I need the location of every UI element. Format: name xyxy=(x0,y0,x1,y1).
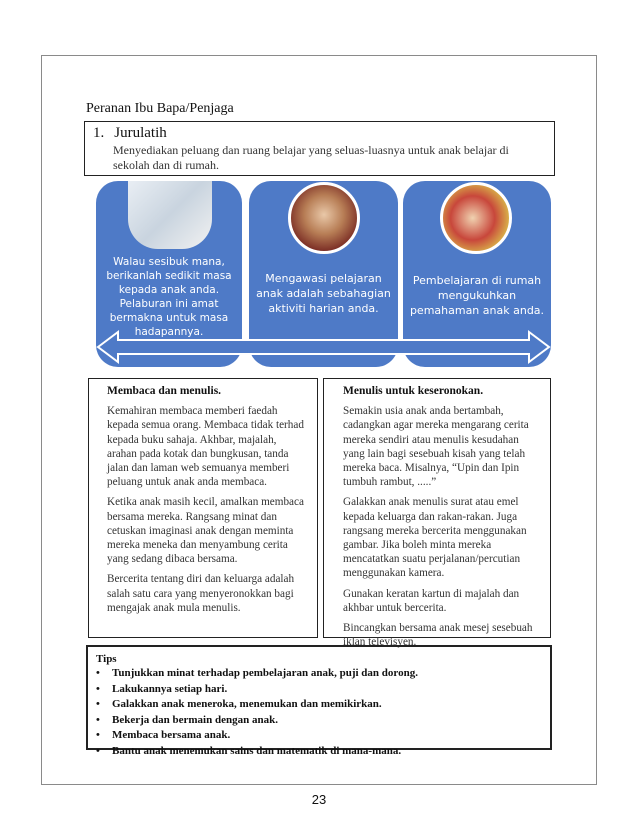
paragraph: Bercerita tentang diri dan keluarga adalah salah satu cara yang menyeronokkan bagi mengajak anak mula menulis. xyxy=(107,573,295,614)
list-item xyxy=(96,713,544,729)
photo-parent-child xyxy=(288,182,360,254)
paragraph: Gunakan keratan kartun di majalah dan akhbar untuk bercerita. xyxy=(343,587,520,614)
bullet-icon: • xyxy=(96,667,100,679)
paragraph: Bincangkan bersama anak mesej sesebuah iklan televisyen. xyxy=(343,622,533,649)
list-item xyxy=(96,666,544,682)
list-item xyxy=(96,682,544,698)
intro-heading xyxy=(93,125,546,142)
column-heading: Menulis untuk keseronokan. xyxy=(343,385,484,397)
list-item xyxy=(96,697,544,713)
tips-title: Tips xyxy=(96,653,117,665)
bullet-icon: • xyxy=(96,744,100,757)
intro-text: Menyediakan peluang dan ruang belajar yang seluas-luasnya untuk anak belajar di sekolah dan di rumah. xyxy=(113,143,509,172)
bullet-icon: • xyxy=(96,698,100,710)
list-item xyxy=(96,744,544,760)
tip-text: Tunjukkan minat terhadap pembelajaran anak, puji dan dorong. xyxy=(112,667,418,679)
bullet-icon: • xyxy=(96,713,100,726)
paragraph: Semakin usia anak anda bertambah, cadangkan agar mereka mengarang cerita mereka sendiri atau menulis kesudahan yang lain bagi sesebuah kisah yang telah mereka baca. Misalnya, “Upin dan Ipin tumbuh rambut, .....” xyxy=(343,405,529,489)
double-arrow-icon xyxy=(96,330,551,364)
tip-text: Bantu anak menemukan sains dan matematik di mana-mana. xyxy=(112,744,402,757)
photo-child-computer xyxy=(128,181,212,249)
paragraph: Ketika anak masih kecil, amalkan membaca bersama mereka. Rangsang minat dan cetuskan imaginasi anak dengan meminta mereka meneka dan menyambung cerita yang sedang dibaca bersama. xyxy=(107,496,304,566)
photo-children-playing xyxy=(440,182,512,254)
card-text: Mengawasi pelajaran anak adalah sebahagian aktiviti harian anda. xyxy=(256,272,391,315)
page-number: 23 xyxy=(311,792,327,807)
reading-writing-box xyxy=(88,378,318,638)
bullet-icon: • xyxy=(96,729,100,741)
section-title: Peranan Ibu Bapa/Penjaga xyxy=(86,101,234,116)
tips-box xyxy=(86,645,552,757)
card-text: Walau sesibuk mana, berikanlah sedikit masa kepada anak anda. Pelaburan ini amat bermakna untuk masa hadapannya. xyxy=(106,256,232,338)
intro-number: 1. xyxy=(93,125,105,141)
card-text: Pembelajaran di rumah mengukuhkan pemahaman anak anda. xyxy=(409,274,545,317)
intro-box xyxy=(84,121,555,176)
tip-text: Bekerja dan bermain dengan anak. xyxy=(112,713,278,726)
intro-heading-text: Jurulatih xyxy=(114,125,167,141)
tip-text: Galakkan anak meneroka, menemukan dan memikirkan. xyxy=(112,698,382,710)
paragraph: Kemahiran membaca memberi faedah kepada semua orang. Membaca tidak terhad kepada buku sahaja. Akhbar, majalah, arahan pada kotak dan bungkusan, tanda jalan dan laman web semuanya memberi peluang untuk anak anda membaca. xyxy=(107,405,304,489)
list-item xyxy=(96,728,544,744)
paragraph: Galakkan anak menulis surat atau emel kepada keluarga dan rakan-rakan. Juga rangsang mereka bercerita menggunakan gambar. Jika boleh minta mereka mencatatkan suatu perjalanan/percutian menggunakan kamera. xyxy=(343,496,527,580)
writing-for-fun-box xyxy=(323,378,551,649)
tip-text: Membaca bersama anak. xyxy=(112,729,231,741)
tips-list xyxy=(96,666,544,759)
tip-text: Lakukannya setiap hari. xyxy=(112,682,228,695)
column-heading: Membaca dan menulis. xyxy=(107,385,222,397)
bullet-icon: • xyxy=(96,682,100,695)
